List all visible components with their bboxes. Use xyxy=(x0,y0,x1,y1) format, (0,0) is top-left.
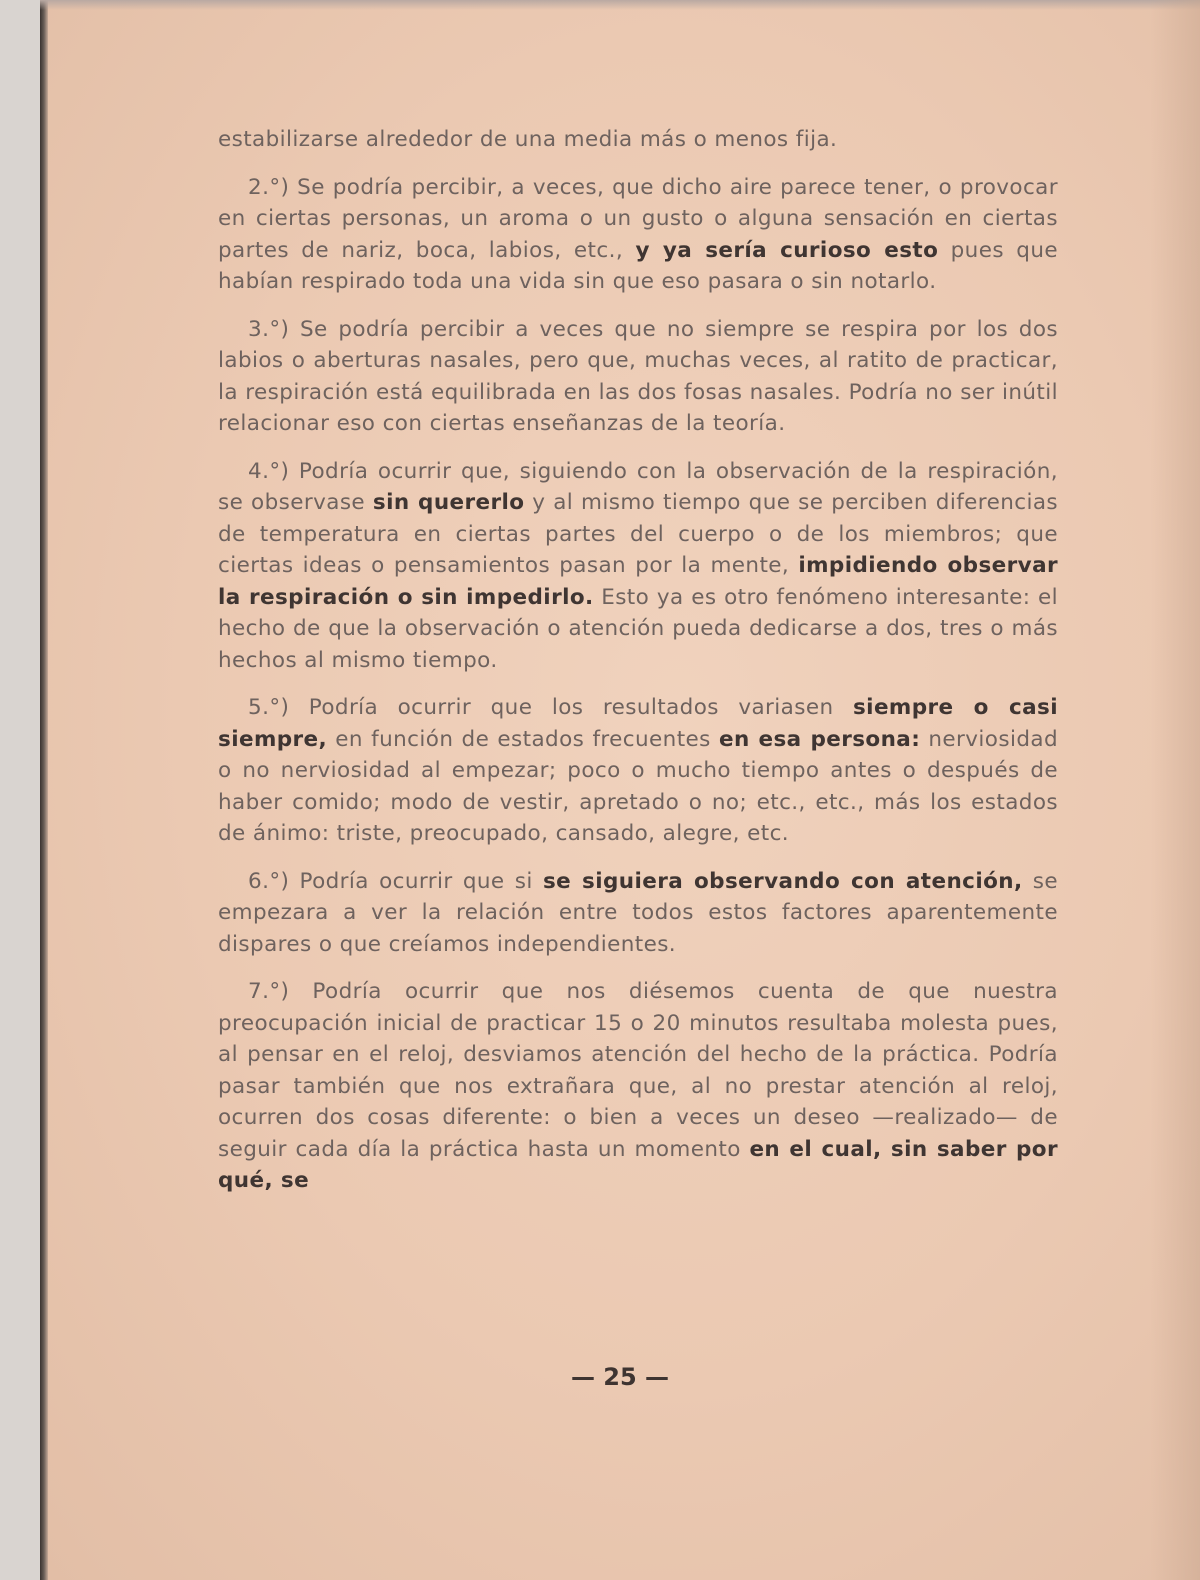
bold-text-run: en el cual, sin saber por qué, se xyxy=(218,1136,1058,1193)
book-page xyxy=(40,0,1200,1580)
text-run: 2.°) Se podría percibir, a veces, que dicho aire parece tener, o provocar en ciertas personas, un aroma o un gusto o alguna sensación en ciertas partes de nariz, boca, labios, etc., xyxy=(218,174,1058,263)
paragraph-p0 xyxy=(218,124,1058,156)
text-run: 3.°) Se podría percibir a veces que no siempre se respira por los dos labios o aberturas nasales, pero que, muchas veces, al ratito de practicar, la respiración está equilibrada en las dos fosas nasales. Podría no ser inútil relacionar eso con ciertas enseñanzas de la teoría. xyxy=(218,316,1058,436)
text-run: estabilizarse alrededor de una media más o menos fija. xyxy=(218,127,838,152)
page-top-edge xyxy=(40,0,1200,10)
text-run: en función de estados frecuentes xyxy=(327,726,719,752)
text-run: 7.°) Podría ocurrir que nos diésemos cuenta de que nuestra preocupación inicial de practicar 15 o 20 minutos resultaba molesta pues, al pensar en el reloj, desviamos atención del hecho de la práctica. Podría pasar también que nos extrañara que, al no prestar atención al reloj, ocurren dos cosas diferente: o bien a veces un deseo —realizado— de seguir cada día la práctica hasta un momento xyxy=(218,979,1058,1162)
text-run: 6.°) Podría ocurrir que si xyxy=(248,868,543,894)
paragraph-p5 xyxy=(218,866,1058,961)
text-run: 5.°) Podría ocurrir que los resultados variasen xyxy=(248,695,853,720)
page-right-shadow xyxy=(1150,0,1200,1580)
bold-text-run: y ya sería curioso esto xyxy=(635,237,939,263)
paragraph-p6 xyxy=(218,976,1058,1197)
page-binding-edge xyxy=(40,0,48,1580)
text-run: 4.°) Podría ocurrir que, siguiendo con la observación de la respiración, se observase xyxy=(218,458,1058,515)
body-text xyxy=(218,124,1058,1213)
bold-text-run: siempre o casi siempre, xyxy=(218,695,1058,752)
paragraph-p3 xyxy=(218,456,1058,677)
paragraph-p2 xyxy=(218,314,1058,440)
paragraph-p4 xyxy=(218,692,1058,850)
paragraph-p1 xyxy=(218,172,1058,298)
bold-text-run: se siguiera observando con atención, xyxy=(542,868,1023,894)
page-number: — 25 — xyxy=(570,1363,670,1391)
text-run: nerviosidad o no nerviosidad al empezar; poco o mucho tiempo antes o después de haber comido; modo de vestir, apretado o no; etc., etc., más los estados de ánimo: triste, preocupado, cansado, alegre, etc. xyxy=(218,726,1058,846)
bold-text-run: en esa persona: xyxy=(718,726,921,752)
bold-text-run: sin quererlo xyxy=(372,490,525,515)
text-run: se empezara a ver la relación entre todos estos factores aparentemente dispares o que creíamos independientes. xyxy=(218,868,1058,957)
text-run: pues que habían respirado toda una vida sin que eso pasara o sin notarlo. xyxy=(218,237,1058,294)
text-run: y al mismo tiempo que se perciben diferencias de temperatura en ciertas partes del cuerpo o de los miembros; que ciertas ideas o pensamientos pasan por la mente, xyxy=(218,490,1058,578)
text-run: Esto ya es otro fenómeno interesante: el hecho de que la observación o atención pueda dedicarse a dos, tres o más hechos al mismo tiempo. xyxy=(218,584,1058,673)
bold-text-run: impidiendo observar la respiración o sin impedirlo. xyxy=(218,553,1058,610)
